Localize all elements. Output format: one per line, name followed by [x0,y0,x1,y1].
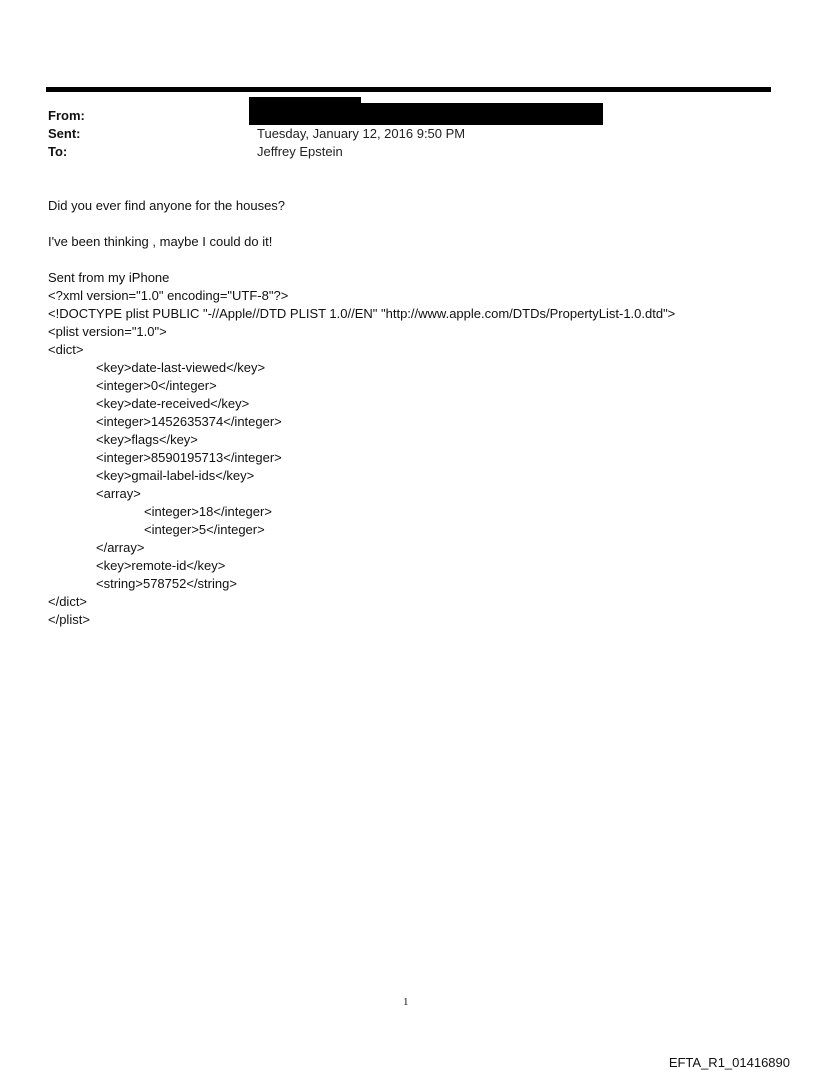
plist-doctype: <!DOCTYPE plist PUBLIC "-//Apple//DTD PLIST 1.0//EN" "http://www.apple.com/DTDs/PropertyList-1.0.dtd"> [48,306,676,321]
plist-line: <key>remote-id</key> [96,558,226,573]
plist-line: <key>gmail-label-ids</key> [96,468,255,483]
plist-line: <string>578752</string> [96,576,237,591]
header-rule [46,87,771,92]
redaction-block [249,97,361,125]
plist-line: <integer>1452635374</integer> [96,414,282,429]
plist-close-tag: </plist> [48,612,90,627]
plist-line: <integer>18</integer> [144,504,272,519]
plist-open-tag: <plist version="1.0"> [48,324,167,339]
sent-label: Sent: [48,126,81,141]
plist-dict-open: <dict> [48,342,84,357]
from-label: From: [48,108,85,123]
to-label: To: [48,144,68,159]
plist-xml-declaration: <?xml version="1.0" encoding="UTF-8"?> [48,288,289,303]
signature-line: Sent from my iPhone [48,270,170,285]
document-id-stamp: EFTA_R1_01416890 [668,1055,790,1070]
plist-dict-close: </dict> [48,594,88,609]
page-number: 1 [403,996,409,1008]
plist-line: <integer>0</integer> [96,378,217,393]
plist-line: <integer>5</integer> [144,522,265,537]
plist-line: </array> [96,540,145,555]
plist-line: <key>date-received</key> [96,396,250,411]
plist-line: <array> [96,486,141,501]
plist-line: <integer>8590195713</integer> [96,450,282,465]
plist-line: <key>date-last-viewed</key> [96,360,266,375]
message-line: Did you ever find anyone for the houses? [48,198,286,213]
to-value: Jeffrey Epstein [257,144,343,159]
plist-line: <key>flags</key> [96,432,198,447]
message-line: I've been thinking , maybe I could do it! [48,234,273,249]
redaction-block [360,103,603,125]
sent-value: Tuesday, January 12, 2016 9:50 PM [257,126,466,141]
